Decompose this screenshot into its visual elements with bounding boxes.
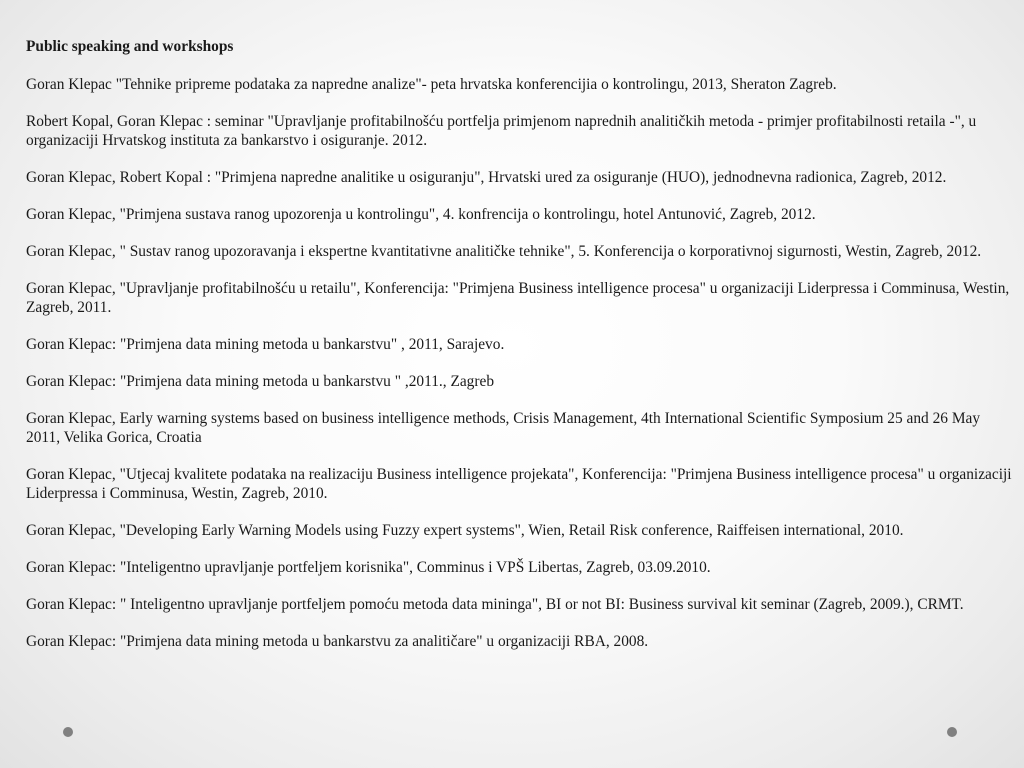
list-item: Goran Klepac, Robert Kopal : "Primjena napredne analitike u osiguranju", Hrvatski ured za osiguranje (HUO), jednodnevna radionica, Zagreb, 2012. xyxy=(26,169,947,186)
list-item: Goran Klepac: "Primjena data mining metoda u bankarstvu za analitičare" u organizaciji RBA, 2008. xyxy=(26,633,649,650)
list-item: Goran Klepac, "Developing Early Warning Models using Fuzzy expert systems", Wien, Retail Risk conference, Raiffeisen international, 2010. xyxy=(26,522,904,539)
list-item: Goran Klepac, " Sustav ranog upozoravanja i ekspertne kvantitativne analitičke tehnike", 5. Konferencija o korporativnoj sigurnosti, Westin, Zagreb, 2012. xyxy=(26,243,982,260)
list-item: Goran Klepac: "Inteligentno upravljanje portfeljem korisnika", Comminus i VPŠ Libertas, Zagreb, 03.09.2010. xyxy=(26,559,711,576)
list-item: Goran Klepac: " Inteligentno upravljanje portfeljem pomoću metoda data mininga", BI or not BI: Business survival kit seminar (Zagreb, 2009.), CRMT. xyxy=(26,596,964,613)
list-item: Goran Klepac, "Utjecaj kvalitete podataka na realizaciju Business intelligence projekata", Konferencija: "Primjena Business intelligence procesa" u organizaciji Liderpressa i Comminusa, Westin, Zagreb, 2010. xyxy=(26,466,1012,502)
slide-content xyxy=(26,37,1016,669)
list-item: Robert Kopal, Goran Klepac : seminar "Upravljanje profitabilnošću portfelja primjenom naprednih analitičkih metoda - primjer profitabilnosti retaila -", u organizaciji Hrvatskog instituta za bankarstvo i osiguranje. 2012. xyxy=(26,113,977,149)
slide-heading: Public speaking and workshops xyxy=(26,38,234,55)
decorative-dot-left xyxy=(63,727,73,737)
list-item: Goran Klepac: "Primjena data mining metoda u bankarstvu" , 2011, Sarajevo. xyxy=(26,336,505,353)
list-item: Goran Klepac "Tehnike pripreme podataka za napredne analize"- peta hrvatska konferencijia o kontrolingu, 2013, Sheraton Zagreb. xyxy=(26,76,837,93)
list-item: Goran Klepac, "Upravljanje profitabilnošću u retailu", Konferencija: "Primjena Business intelligence procesa" u organizaciji Liderpressa i Comminusa, Westin, Zagreb, 2011. xyxy=(26,280,1010,316)
list-item: Goran Klepac: "Primjena data mining metoda u bankarstvu " ,2011., Zagreb xyxy=(26,373,495,390)
list-item: Goran Klepac, "Primjena sustava ranog upozorenja u kontrolingu", 4. konfrencija o kontrolingu, hotel Antunović, Zagreb, 2012. xyxy=(26,206,816,223)
decorative-dot-right xyxy=(947,727,957,737)
list-item: Goran Klepac, Early warning systems based on business intelligence methods, Crisis Management, 4th International Scientific Symposium 25 and 26 May 2011, Velika Gorica, Croatia xyxy=(26,410,981,446)
